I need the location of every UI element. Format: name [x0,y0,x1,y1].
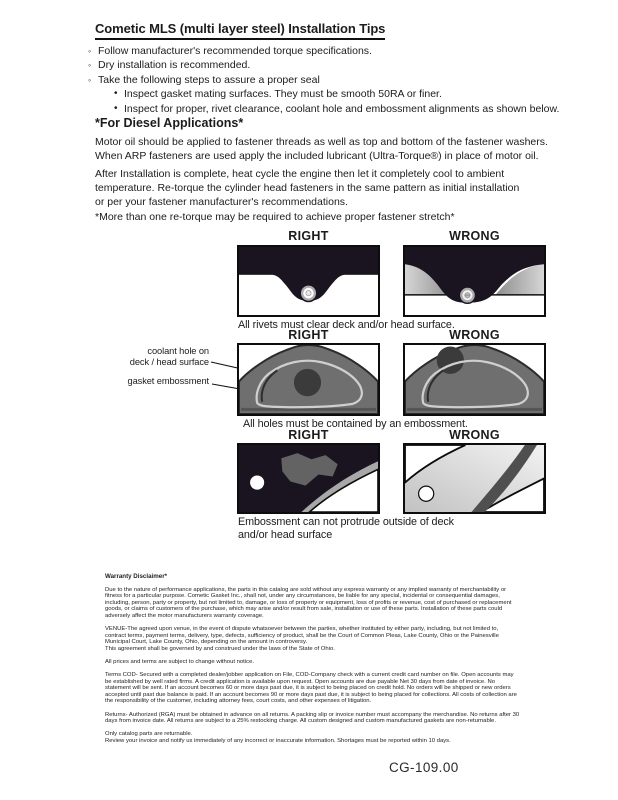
list-item [88,102,559,116]
page-code: CG-109.00 [389,760,459,775]
rivet-wrong-diagram [403,245,546,317]
row3-wrong-label: WRONG [449,428,500,442]
row1-right-label: RIGHT [288,229,329,243]
coolant-wrong-diagram [403,343,546,416]
embossment-inside-deck-illustration [239,445,378,512]
gasket-embossment-callout: gasket embossment [127,376,209,386]
coolant-right-diagram [237,343,380,416]
list-item-text: Inspect for proper, rivet clearance, coolant hole and embossment alignments as shown below. [124,102,560,115]
diesel-paragraph-1: Motor oil should be applied to fastener threads as well as top and bottom of the fastener washers. When ARP fasteners are used apply the included lubricant (Ultra-Torque®) in place of motor oil. [95,136,548,163]
legal-paragraph: Due to the nature of performance applications, the parts in this catalog are sold without any express warranty or any implied warranty of merchantability or fitness for a particular purpose. Cometic Gasket Inc., shall not, under any circumstances, be liable for any special, incidental or consequential damages, including, person, party or property, but not limited to, damage, or loss of property or equipment, loss of profits or revenue, cost of purchased or replacement goods, or claims of customers of the purchase, which may arise and/or result from sale, installation or use of these parts. Installation of these parts could adversely affect the motor manufacturers warranty coverage. [105,586,512,619]
warranty-disclaimer-section [105,574,520,751]
diesel-paragraph-2: After Installation is complete, heat cycle the engine then let it completely cool to ambient temperature. Re-torque the cylinder head fasteners in the same pattern as initial installation or per your fastener manufacturer's recommendations. [95,168,520,209]
diesel-applications-heading: *For Diesel Applications* [95,116,244,130]
list-item-text: Follow manufacturer's recommended torque specifications. [98,45,372,57]
bullet-marker: ◦ [88,46,92,56]
embossment-right-diagram [237,443,380,514]
row3-right-label: RIGHT [288,428,329,442]
legal-paragraph: Terms COD- Secured with a completed dealer/jobber application on File, COD-Company check with a current credit card number on file. Open accounts may be established by well rated firms. A credit application is available upon request. Open accounts are due payable Net 30 days from date of invoice. No statement will be sent. If an account becomes 60 or more days past due, it is subject to being placed on credit hold. No orders will be shipped or new orders accepted until past due balance is paid. If an account becomes 90 or more days past due, it is subject to being placed for collections. All costs of collection are the responsibility of the customer, including attorney fees, court costs, and other expenses of litigation. [105,672,517,705]
warranty-disclaimer-heading: Warranty Disclaimer* [105,573,168,580]
rivet-right-diagram [237,245,380,317]
hole-outside-embossment-illustration [405,345,544,414]
legal-paragraph: VENUE-The agreed upon venue, in the event of dispute whatsoever between the parties, whether instituted by either party, including, but not limited to, contract terms, payment terms, delivery, type, defects, sufficiency of product, shall be the Court of Common Pleas, Lake County, Ohio or the Painesville Municipal Court, Lake County, Ohio, depending on the amount in controversy. [105,626,499,646]
row2-right-label: RIGHT [288,328,329,342]
bullet-marker: • [114,102,118,114]
row2-caption: All holes must be contained by an embossment. [243,418,468,430]
list-item [88,44,559,58]
hole-in-embossment-illustration [239,345,378,414]
legal-paragraph: All prices and terms are subject to change without notice. [105,658,254,665]
bullet-marker: ◦ [88,60,92,71]
retorque-note: *More than one re-torque may be required to achieve proper fastener stretch* [95,211,455,223]
list-item-text: Inspect gasket mating surfaces. They must be smooth 50RA or finer. [124,88,442,101]
page-title: Cometic MLS (multi layer steel) Installation Tips [95,21,385,40]
list-item [88,73,559,87]
list-item-text: Take the following steps to assure a proper seal [98,73,320,86]
legal-paragraph: Returns- Authorized (RGA) must be obtained in advance on all returns. A packing slip or invoice number must accompany the merchandise. No returns after 30 days from invoice date. All returns are subject to a 25% restocking charge. All custom designed and custom manufactured gaskets are non-returnable. [105,711,520,725]
rivet-touching-illustration [405,247,544,315]
bullet-marker: • [114,88,118,100]
row1-caption: All rivets must clear deck and/or head surface. [238,319,455,331]
bullet-marker: ◦ [88,74,92,85]
list-item [88,87,559,101]
embossment-wrong-diagram [403,443,546,514]
installation-tips-list [88,44,559,116]
row3-caption: Embossment can not protrude outside of deck and/or head surface [238,516,454,541]
list-item-text: Dry installation is recommended. [98,59,251,72]
legal-paragraph: Review your invoice and notify us immediately of any incorrect or inaccurate information. Shortages must be reported within 10 days. [105,737,451,744]
list-item [88,58,559,72]
legal-paragraph: This agreement shall be governed by and construed under the laws of the State of Ohio. [105,645,335,652]
embossment-protruding-illustration [405,445,544,512]
row1-wrong-label: WRONG [449,229,500,243]
coolant-hole-callout: coolant hole on deck / head surface [129,346,209,367]
legal-paragraph: Only catalog parts are returnable. [105,731,193,738]
rivet-clear-illustration [239,247,378,315]
row2-wrong-label: WRONG [449,328,500,342]
